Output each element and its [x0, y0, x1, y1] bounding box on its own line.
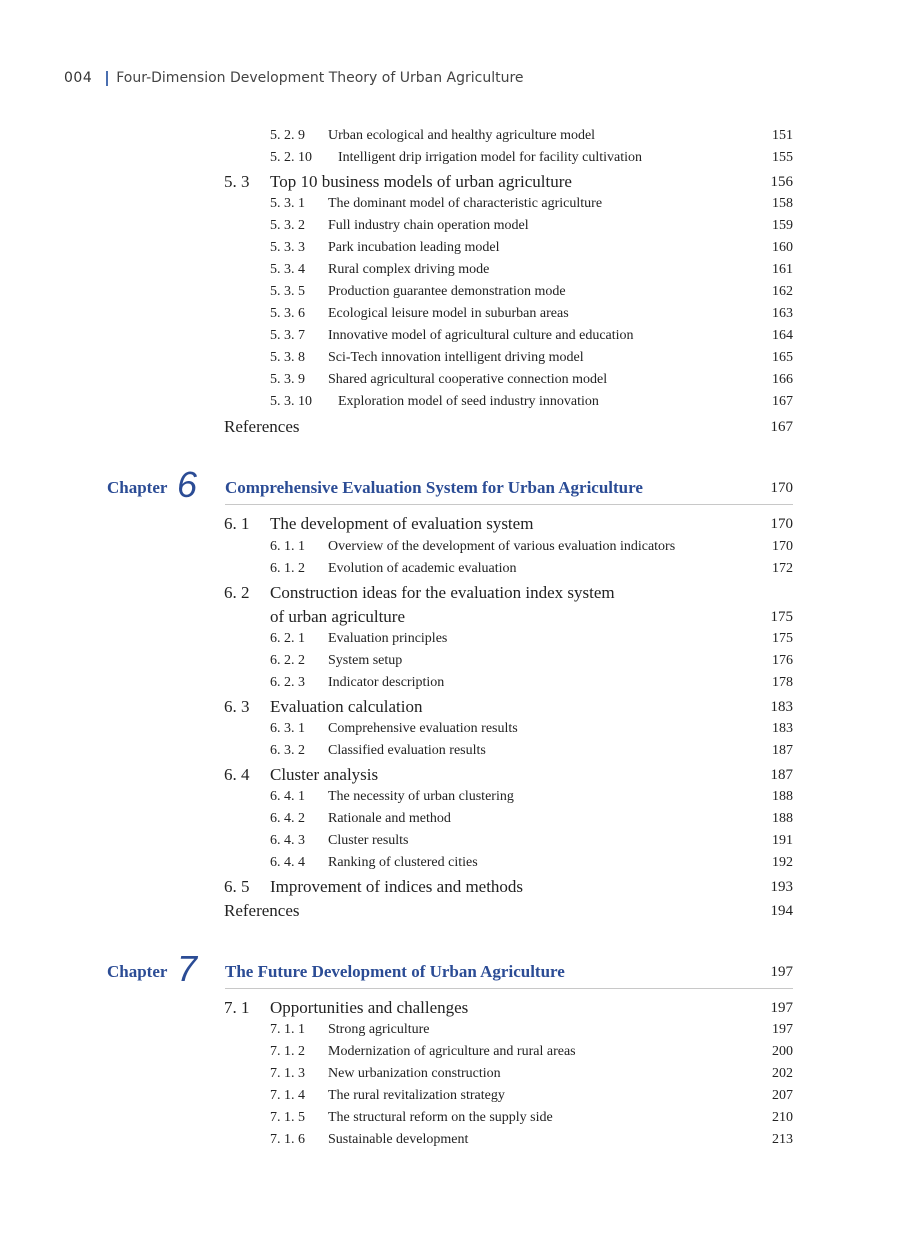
- toc-section[interactable]: [224, 998, 793, 1018]
- toc-section-continued[interactable]: [224, 607, 793, 627]
- entry-number: 6. 3. 1: [270, 721, 305, 736]
- section-number: 6. 3: [224, 697, 250, 716]
- section-title: Construction ideas for the evaluation index system: [270, 583, 615, 602]
- section-page: 170: [770, 516, 793, 532]
- entry-page: 161: [772, 262, 793, 277]
- entry-number: 6. 4. 4: [270, 855, 305, 870]
- entry-page: 192: [772, 855, 793, 870]
- chapter-page: 170: [770, 480, 793, 496]
- entry-page: 155: [772, 150, 793, 165]
- references-page: 167: [770, 419, 793, 435]
- toc-section[interactable]: [224, 172, 793, 192]
- toc-references[interactable]: [224, 901, 793, 921]
- entry-number: 7. 1. 6: [270, 1132, 305, 1147]
- toc-entry[interactable]: [270, 675, 793, 691]
- chapter-divider: [225, 504, 793, 505]
- entry-number: 5. 3. 3: [270, 240, 305, 255]
- entry-page: 188: [772, 789, 793, 804]
- toc-references[interactable]: [224, 417, 793, 437]
- entry-title: Intelligent drip irrigation model for facility cultivation: [338, 150, 643, 165]
- chapter-number: 6: [177, 464, 198, 505]
- toc-entry[interactable]: [270, 1132, 793, 1148]
- entry-page: 170: [772, 539, 793, 554]
- entry-title: New urbanization construction: [328, 1066, 501, 1081]
- entry-title: Comprehensive evaluation results: [328, 721, 518, 736]
- toc-entry[interactable]: [270, 789, 793, 805]
- references-label: References: [224, 417, 300, 436]
- toc-section[interactable]: [224, 877, 793, 897]
- entry-title: Rationale and method: [328, 811, 451, 826]
- entry-number: 6. 2. 2: [270, 653, 305, 668]
- entry-number: 7. 1. 4: [270, 1088, 305, 1103]
- toc-entry[interactable]: [270, 306, 793, 322]
- entry-number: 7. 1. 5: [270, 1110, 305, 1125]
- entry-title: Indicator description: [328, 675, 445, 690]
- toc-entry[interactable]: [270, 328, 793, 344]
- entry-number: 5. 3. 5: [270, 284, 305, 299]
- entry-title: Sci-Tech innovation intelligent driving model: [328, 350, 584, 365]
- toc-entry[interactable]: [270, 284, 793, 300]
- references-page: 194: [770, 903, 793, 919]
- toc-entry[interactable]: [270, 218, 793, 234]
- section-title: Improvement of indices and methods: [270, 877, 524, 896]
- entry-title: The rural revitalization strategy: [328, 1088, 505, 1103]
- entry-page: 165: [772, 350, 793, 365]
- entry-title: Modernization of agriculture and rural areas: [328, 1044, 576, 1059]
- section-title-line2: of urban agriculture: [270, 607, 405, 626]
- entry-title: Classified evaluation results: [328, 743, 486, 758]
- entry-number: 6. 4. 2: [270, 811, 305, 826]
- entry-title: Full industry chain operation model: [328, 218, 529, 233]
- entry-title: Rural complex driving mode: [328, 262, 490, 277]
- entry-number: 5. 3. 7: [270, 328, 305, 343]
- entry-page: 178: [772, 675, 793, 690]
- entry-title: Evaluation principles: [328, 631, 448, 646]
- entry-number: 7. 1. 1: [270, 1022, 305, 1037]
- entry-number: 5. 3. 2: [270, 218, 305, 233]
- entry-title: Ecological leisure model in suburban areas: [328, 306, 569, 321]
- section-number: 6. 2: [224, 583, 250, 602]
- entry-number: 5. 3. 1: [270, 196, 305, 211]
- toc-entry[interactable]: [270, 128, 793, 144]
- section-number: 6. 1: [224, 514, 250, 533]
- entry-page: 207: [772, 1088, 793, 1103]
- entry-number: 6. 2. 1: [270, 631, 305, 646]
- toc-entry[interactable]: [270, 262, 793, 278]
- toc-section[interactable]: [224, 697, 793, 717]
- toc-entry[interactable]: [270, 394, 793, 410]
- entry-page: 188: [772, 811, 793, 826]
- entry-title: The dominant model of characteristic agriculture: [328, 196, 603, 211]
- entry-page: 163: [772, 306, 793, 321]
- entry-page: 187: [772, 743, 793, 758]
- entry-number: 5. 3. 6: [270, 306, 305, 321]
- toc-entry[interactable]: [270, 811, 793, 827]
- entry-title: Park incubation leading model: [328, 240, 500, 255]
- entry-page: 175: [772, 631, 793, 646]
- toc-section[interactable]: [224, 583, 615, 603]
- entry-number: 6. 4. 1: [270, 789, 305, 804]
- entry-page: 164: [772, 328, 793, 343]
- section-page: 193: [770, 879, 793, 895]
- references-label: References: [224, 901, 300, 920]
- section-title: Top 10 business models of urban agriculture: [270, 172, 572, 191]
- entry-page: 160: [772, 240, 793, 255]
- header-divider: [106, 71, 108, 86]
- entry-number: 6. 4. 3: [270, 833, 305, 848]
- chapter-label: Chapter: [107, 478, 168, 497]
- entry-page: 176: [772, 653, 793, 668]
- entry-title: Ranking of clustered cities: [328, 855, 478, 870]
- entry-number: 5. 3. 4: [270, 262, 305, 277]
- running-header: [64, 70, 524, 86]
- section-page: 183: [770, 699, 793, 715]
- entry-number: 5. 3. 8: [270, 350, 305, 365]
- chapter-title: Comprehensive Evaluation System for Urban Agriculture: [225, 478, 643, 497]
- entry-page: 172: [772, 561, 793, 576]
- entry-number: 6. 1. 2: [270, 561, 305, 576]
- toc-entry[interactable]: [270, 1088, 793, 1104]
- section-title: Opportunities and challenges: [270, 998, 469, 1017]
- entry-page: 213: [772, 1132, 793, 1147]
- toc-section[interactable]: [224, 514, 793, 534]
- chapter-number: 7: [177, 948, 198, 989]
- entry-page: 162: [772, 284, 793, 299]
- entry-page: 202: [772, 1066, 793, 1081]
- entry-number: 6. 2. 3: [270, 675, 305, 690]
- section-page: 187: [770, 767, 793, 783]
- entry-title: Cluster results: [328, 833, 409, 848]
- entry-page: 167: [772, 394, 793, 409]
- entry-title: System setup: [328, 653, 403, 668]
- entry-number: 5. 2. 9: [270, 128, 305, 143]
- entry-page: 183: [772, 721, 793, 736]
- section-number: 7. 1: [224, 998, 250, 1017]
- entry-number: 7. 1. 2: [270, 1044, 305, 1059]
- entry-number: 5. 2. 10: [270, 150, 312, 165]
- entry-title: Shared agricultural cooperative connection model: [328, 372, 608, 387]
- chapter-label: Chapter: [107, 962, 168, 981]
- section-number: 6. 4: [224, 765, 250, 784]
- entry-title: Production guarantee demonstration mode: [328, 284, 566, 299]
- chapter-divider: [225, 988, 793, 989]
- entry-title: Sustainable development: [328, 1132, 469, 1147]
- page-number: 004: [64, 70, 93, 86]
- entry-page: 191: [772, 833, 793, 848]
- entry-number: 5. 3. 9: [270, 372, 305, 387]
- entry-number: 6. 1. 1: [270, 539, 305, 554]
- book-title: Four-Dimension Development Theory of Urban Agriculture: [116, 70, 524, 86]
- toc-entry[interactable]: [270, 743, 793, 759]
- toc-entry[interactable]: [270, 1066, 793, 1082]
- toc-entry[interactable]: [270, 1044, 793, 1060]
- toc-entry[interactable]: [270, 1110, 793, 1126]
- entry-page: 159: [772, 218, 793, 233]
- entry-title: Innovative model of agricultural culture and education: [328, 328, 634, 343]
- toc-entry[interactable]: [270, 350, 793, 366]
- toc-entry[interactable]: [270, 561, 793, 577]
- entry-title: Urban ecological and healthy agriculture model: [328, 128, 596, 143]
- section-number: 6. 5: [224, 877, 250, 896]
- entry-page: 210: [772, 1110, 793, 1125]
- toc-entry[interactable]: [270, 539, 793, 555]
- section-title: Cluster analysis: [270, 765, 379, 784]
- entry-page: 158: [772, 196, 793, 211]
- toc-entry[interactable]: [270, 721, 793, 737]
- toc-entry[interactable]: [270, 833, 793, 849]
- toc-section[interactable]: [224, 765, 793, 785]
- entry-page: 166: [772, 372, 793, 387]
- section-title: The development of evaluation system: [270, 514, 534, 533]
- entry-page: 200: [772, 1044, 793, 1059]
- section-title: Evaluation calculation: [270, 697, 423, 716]
- toc-entry[interactable]: [270, 150, 793, 166]
- entry-page: 151: [772, 128, 793, 143]
- toc-entry[interactable]: [270, 240, 793, 256]
- section-page: 197: [770, 1000, 793, 1016]
- section-page: 175: [770, 609, 793, 625]
- entry-number: 7. 1. 3: [270, 1066, 305, 1081]
- toc-entry[interactable]: [270, 196, 793, 212]
- entry-title: The structural reform on the supply side: [328, 1110, 553, 1125]
- chapter-title: The Future Development of Urban Agriculture: [225, 962, 565, 981]
- chapter-page: 197: [770, 964, 793, 980]
- entry-title: Exploration model of seed industry innovation: [338, 394, 599, 409]
- section-page: 156: [770, 174, 793, 190]
- entry-title: Overview of the development of various evaluation indicators: [328, 539, 676, 554]
- entry-page: 197: [772, 1022, 793, 1037]
- toc-entry[interactable]: [270, 372, 793, 388]
- entry-title: Evolution of academic evaluation: [328, 561, 517, 576]
- toc-entry[interactable]: [270, 631, 793, 647]
- entry-number: 5. 3. 10: [270, 394, 312, 409]
- entry-number: 6. 3. 2: [270, 743, 305, 758]
- toc-entry[interactable]: [270, 855, 793, 871]
- entry-title: The necessity of urban clustering: [328, 789, 514, 804]
- entry-title: Strong agriculture: [328, 1022, 430, 1037]
- section-number: 5. 3: [224, 172, 250, 191]
- toc-entry[interactable]: [270, 1022, 793, 1038]
- toc-entry[interactable]: [270, 653, 793, 669]
